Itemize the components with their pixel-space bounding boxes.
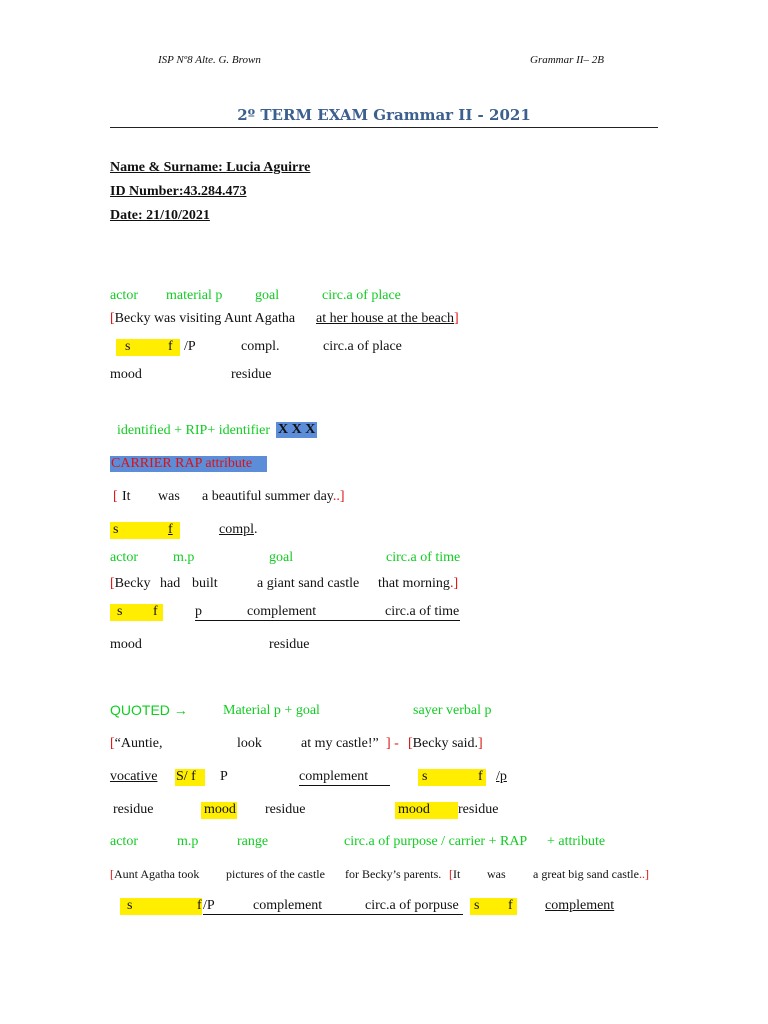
role-label: Material p + goal (223, 703, 320, 718)
mood-label: mood (110, 637, 142, 652)
role-label: goal (269, 550, 294, 565)
sentence-text: for Becky’s parents. (345, 867, 442, 881)
sentence-line: [Aunt Agatha took (110, 867, 200, 881)
function-label: s (422, 769, 428, 784)
residue-label: residue (265, 802, 306, 817)
sentence-text: at my castle!” (301, 736, 379, 751)
sentence-text: at her house at the beach (316, 311, 454, 326)
role-label: m.p (173, 550, 195, 565)
sentence-line: [“Auntie, (110, 736, 163, 751)
role-label-highlighted: CARRIER RAP attribute (110, 456, 267, 472)
sentence-text: Becky was visiting Aunt Agatha (114, 311, 296, 326)
residue-label: residue (231, 367, 272, 382)
sentence-text: a great big sand castle..] (533, 867, 649, 881)
mood-label: mood (204, 802, 236, 817)
role-label: circ.a of place (322, 288, 401, 303)
sentence-text: was (487, 867, 506, 881)
sentence-line: [Becky said.] (408, 736, 483, 751)
function-label: circ.a of place (323, 339, 402, 354)
function-label: f (197, 898, 202, 913)
quoted-label: QUOTED → (110, 702, 188, 718)
role-label: m.p (177, 834, 199, 849)
role-label: sayer verbal p (413, 703, 492, 718)
function-label: f (478, 769, 483, 784)
role-label: + attribute (547, 834, 606, 849)
header-right: Grammar II– 2B (530, 54, 604, 66)
sentence-line (110, 311, 295, 327)
function-label: compl. (241, 339, 280, 354)
function-label: s (474, 898, 480, 913)
role-label: actor (110, 834, 138, 849)
function-label: /p (496, 769, 507, 784)
crossed-mark: X X X (278, 422, 316, 437)
function-label: vocative (110, 769, 158, 784)
bracket: [ (113, 489, 118, 504)
function-label: circ.a of porpuse (365, 898, 459, 913)
function-label: p (195, 604, 202, 619)
mood-label: mood (110, 367, 142, 382)
student-id: ID Number:43.284.473 (110, 184, 247, 199)
function-label: s (125, 339, 131, 354)
function-label: /P (184, 339, 196, 354)
sentence-text: a beautiful summer day..] (202, 489, 345, 504)
function-label: f (168, 522, 173, 537)
function-label: f (153, 604, 158, 619)
mood-highlight (418, 769, 486, 786)
sentence-text: look (237, 736, 262, 751)
function-label: compl. (219, 522, 258, 537)
sentence-text: that morning.] (378, 576, 459, 591)
sentence-line: [It (449, 867, 461, 881)
function-label: complement (247, 604, 317, 619)
function-label: complement (299, 769, 369, 784)
function-label: f (508, 898, 513, 913)
title-divider (110, 127, 658, 128)
bracket: [ (110, 311, 115, 326)
header-left: ISP Nº8 Alte. G. Brown (158, 54, 261, 66)
function-label: P (220, 769, 228, 784)
sentence-text: It (122, 489, 131, 504)
role-label: identified + RIP+ identifier (117, 423, 271, 438)
sentence-text: pictures of the castle (226, 867, 325, 881)
function-label: s (117, 604, 123, 619)
student-name: Name & Surname: Lucia Aguirre (110, 160, 311, 175)
sentence-text: built (192, 576, 218, 591)
mood-label: mood (398, 802, 430, 817)
sentence-text: had (160, 576, 181, 591)
sentence-text: was (158, 489, 180, 504)
bracket: ] (454, 311, 459, 326)
sentence-line: [Becky (110, 576, 151, 591)
residue-label: residue (113, 802, 154, 817)
role-label: actor (110, 550, 138, 565)
residue-label: residue (269, 637, 310, 652)
exam-date: Date: 21/10/2021 (110, 208, 210, 223)
function-label: S/ f (176, 769, 196, 784)
function-label: s (113, 522, 119, 537)
function-label: complement (545, 898, 615, 913)
role-label: material p (166, 288, 223, 303)
function-label: complement (253, 898, 323, 913)
function-label: s (127, 898, 133, 913)
role-label: circ.a of purpose / carrier + RAP (344, 834, 528, 849)
sentence-line (316, 311, 459, 327)
separator: ] - (386, 736, 399, 751)
role-label: circ.a of time (386, 550, 461, 565)
page-title: 2º TERM EXAM Grammar II - 2021 (237, 106, 531, 124)
role-label: actor (110, 288, 138, 303)
sentence-text: a giant sand castle (257, 576, 360, 591)
function-label: circ.a of time (385, 604, 460, 619)
residue-label: residue (458, 802, 499, 817)
function-label: f (168, 339, 173, 354)
role-label: range (237, 834, 269, 849)
function-label: /P (203, 898, 215, 913)
role-label: goal (255, 288, 280, 303)
